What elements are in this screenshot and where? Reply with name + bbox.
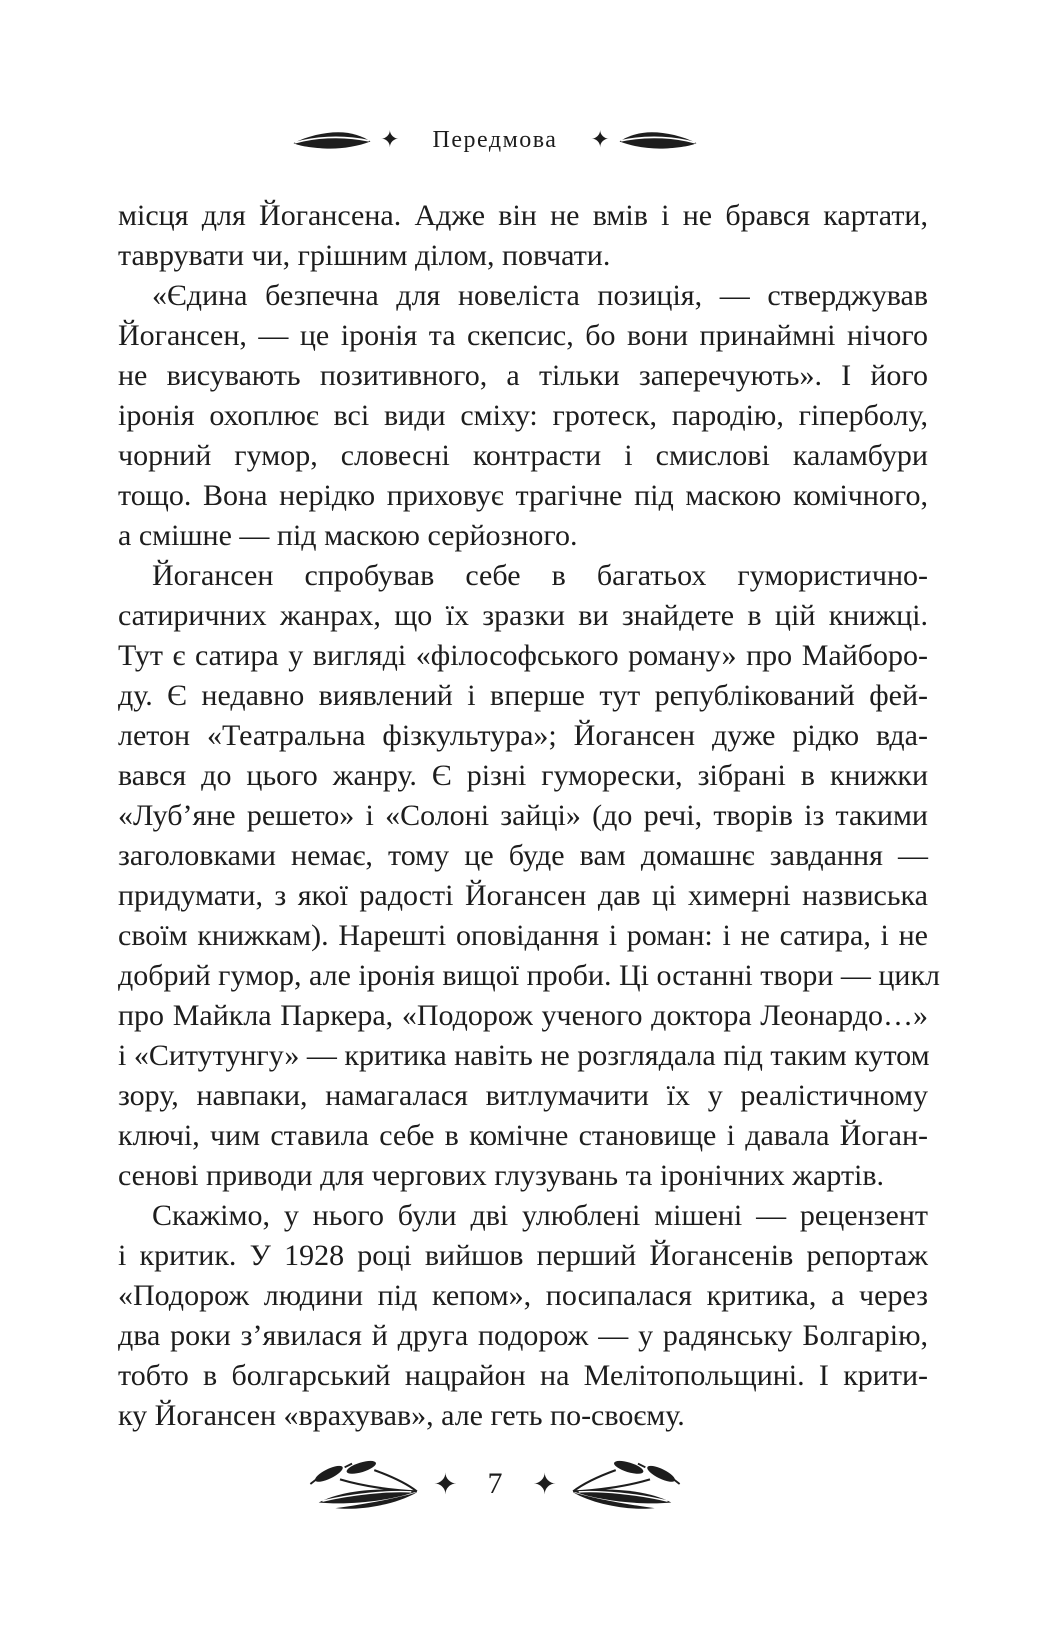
text-line: ку Йогансен «врахував», але геть по-своєму. [118,1399,685,1432]
text-line: про Майкла Паркера, «Подорож ученого доктора Леонардо…» [118,999,928,1032]
chapter-header [0,120,990,160]
text-line: два роки з’явилася й друга подорож — у радянську Болгарію, [118,1319,928,1352]
diamond-icon: ✦ [590,126,610,153]
text-line: «Єдина безпечна для новеліста позиція, — стверджував [152,279,928,312]
text-line: зору, навпаки, намагалася витлумачити їх у реалістичному [118,1079,928,1112]
text-line: добрий гумор, але іронія вищої проби. Ці останні твори — цикл [118,959,941,992]
leaf-ornament-right [619,130,697,150]
text-line: придумати, з якої радості Йогансен дав ці химерні назвиська [118,879,928,912]
diamond-icon: ✦ [380,126,400,153]
text-line: летон «Театральна фізкультура»; Йогансен дуже рідко вда- [118,719,928,752]
diamond-icon: ✦ [433,1466,458,1501]
leaf-ornament-left [293,130,371,150]
text-line: вався до цього жанру. Є різні гуморески, зібрані в книжки [118,759,928,792]
text-line: ду. Є недавно виявлений і вперше тут републікований фей- [118,679,928,712]
text-line: а смішне — під маскою серйозного. [118,519,578,552]
text-line: «Луб’яне решето» і «Солоні зайці» (до речі, творів із такими [118,799,928,832]
reed-ornament-left [309,1459,421,1509]
text-line: місця для Йогансена. Адже він не вмів і не брався картати, [118,199,928,232]
text-line: своїм книжкам). Нарешті оповідання і роман: і не сатира, і не [118,919,928,952]
text-line: не висувають позитивного, а тільки заперечують». І його [118,359,928,392]
text-line: тощо. Вона нерідко приховує трагічне під маскою комічного, [118,479,928,512]
text-line: таврувати чи, грішним ділом, повчати. [118,239,611,272]
text-line: тобто в болгарський нацрайон на Мелітопольщині. І крити- [118,1359,928,1392]
text-line: Йогансен, — це іронія та скепсис, бо вони принаймні нічого [118,319,928,352]
text-line: Йогансен спробував себе в багатьох гумористично- [152,559,928,592]
page-number: 7 [487,1467,503,1500]
text-line: Тут є сатира у вигляді «філософського роману» про Майборо- [118,639,928,672]
chapter-title: Передмова [432,126,558,153]
text-line: сатиричних жанрах, що їх зразки ви знайдете в цій книжці. [118,599,928,632]
text-line: і критик. У 1928 році вийшов перший Йогансенів репортаж [118,1239,928,1272]
page-footer [0,1456,990,1512]
diamond-icon: ✦ [532,1466,557,1501]
text-line: Скажімо, у нього були дві улюблені мішені — рецензент [152,1199,928,1232]
text-line: іронія охоплює всі види сміху: гротеск, пародію, гіперболу, [118,399,928,432]
text-line: сенові приводи для чергових глузувань та іронічних жартів. [118,1159,885,1192]
text-line: і «Ситутунгу» — критика навіть не розглядала під таким кутом [118,1039,930,1072]
text-line: «Подорож людини під кепом», посипалася критика, а через [118,1279,928,1312]
text-line: чорний гумор, словесні контрасти і смислові каламбури [118,439,928,472]
text-line: ключі, чим ставила себе в комічне становище і давала Йоган- [118,1119,928,1152]
page-body [118,196,941,1436]
text-line: заголовками немає, тому це буде вам домашнє завдання — [118,839,928,872]
reed-ornament-right [569,1459,681,1509]
